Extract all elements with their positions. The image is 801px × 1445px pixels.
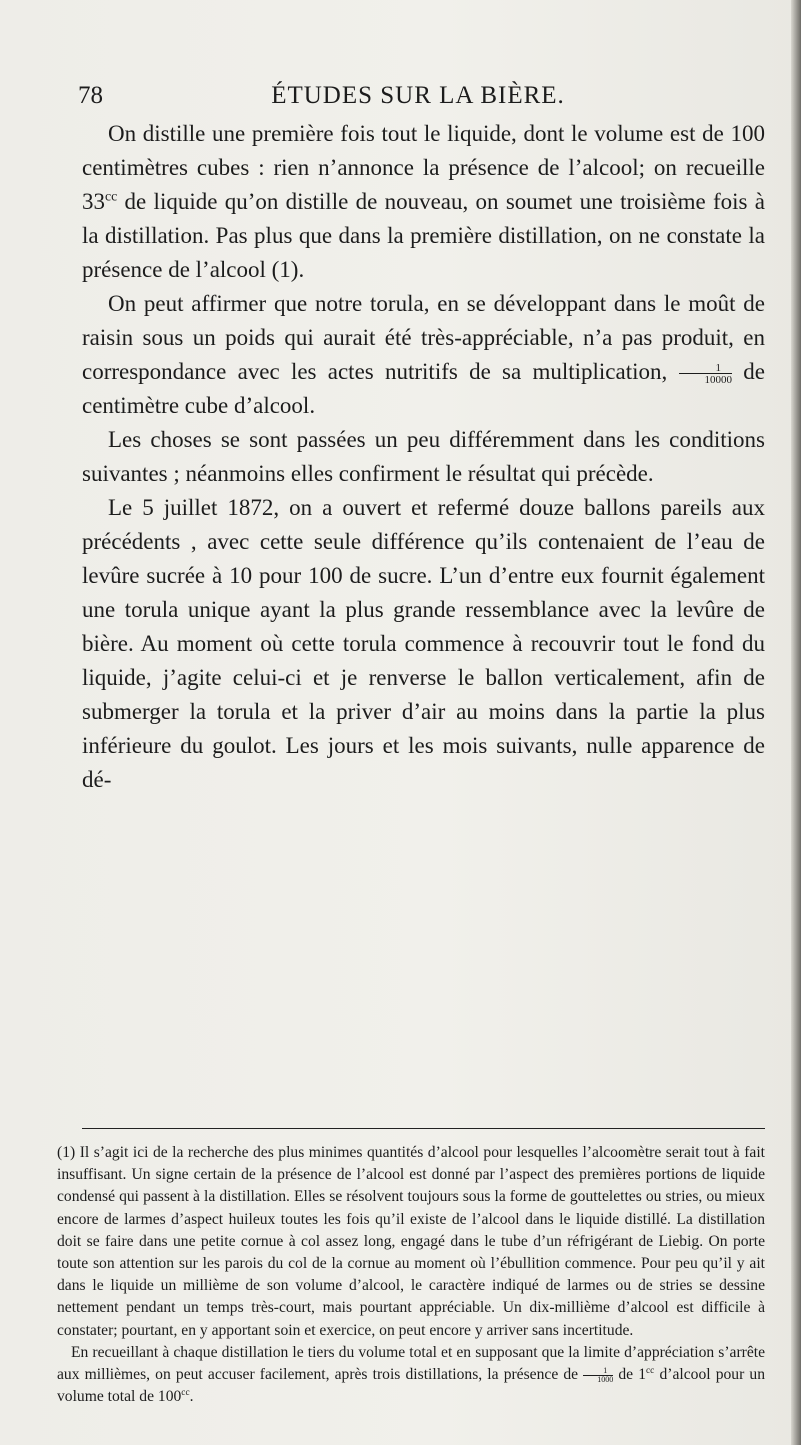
running-title: ÉTUDES SUR LA BIÈRE.	[271, 82, 565, 109]
fraction-numerator: 1	[715, 362, 722, 374]
fraction	[679, 363, 733, 385]
footnote-paragraph-2	[57, 1342, 765, 1409]
paragraph-1	[82, 117, 765, 287]
footnote-superscript-2: cc	[181, 1388, 190, 1399]
paragraph-2-text-a: On peut affirmer que notre torula, en se développant dans le moût de raisin sous un poids qui aurait été très-appréciable, n’a pas produit, en correspondance avec les actes nutritifs de sa multiplication,	[82, 291, 765, 384]
footnote-paragraph-1	[57, 1142, 765, 1342]
paragraph-4: Le 5 juillet 1872, on a ouvert et refermé douze ballons pareils aux précédents , avec cette seule différence qu’ils contenaient de l’eau de levûre sucrée à 10 pour 100 de sucre. L’un d’entre eux fournit également une torula unique ayant la plus grande ressemblance avec la levûre de bière. Au moment où cette torula commence à recouvrir tout le fond du liquide, j’agite celui-ci et je renverse le ballon verticalement, afin de submerger la torula et la priver d’air au moins dans la partie la plus inférieure du goulot. Les jours et les mois suivants, nulle apparence de dé-	[82, 495, 765, 792]
footnote-fraction	[583, 1367, 613, 1384]
unit-superscript: cc	[105, 188, 118, 204]
page-header	[72, 80, 764, 110]
paragraph-3: Les choses se sont passées un peu différemment dans les conditions suivantes ; néanmoins elles confirment le résultat qui précède.	[82, 427, 765, 486]
footnote-text-2b: de 1	[613, 1366, 647, 1384]
page-edge-shadow	[791, 0, 801, 1445]
main-text	[82, 117, 765, 797]
paragraph-2-text-b: de centimètre cube d’alcool.	[82, 359, 765, 418]
footnote-text-2d: .	[189, 1388, 194, 1406]
footnote-fraction-numerator: 1	[603, 1366, 608, 1376]
page-number: 78	[78, 82, 103, 109]
paragraph-2	[82, 287, 765, 423]
footnote	[57, 1142, 765, 1408]
paragraph-1-text-b: de liquide qu’on distille de nouveau, on soumet une troisième fois à la distillation. Pas plus que dans la première distillation, on ne constate la présence de l’alcool (1).	[82, 189, 765, 282]
footnote-divider	[82, 1128, 765, 1129]
footnote-superscript-1: cc	[646, 1365, 655, 1376]
footnote-text-2a: En recueillant à chaque distillation le tiers du volume total et en supposant que la limite d’appréciation s’arrête aux millièmes, on peut accuser facilement, après trois distillations, la présence de	[57, 1343, 765, 1384]
fraction-denominator: 10000	[679, 373, 733, 385]
footnote-text-1: Il s’agit ici de la recherche des plus minimes quantités d’alcool pour lesquelles l’alcoomètre serait tout à fait insuffisant. Un signe certain de la présence de l’alcool est donné par l’aspect des premières portions de liquide condensé qui passent à la distillation. Elles se résolvent toujours sous la forme de gouttelettes ou stries, ou mieux encore de larmes d’aspect huileux toutes les fois qu’il existe de l’alcool dans le liquide distillé. La distillation doit se faire dans une petite cornue à col assez long, engagé dans le tube d’un réfrigérant de Liebig. On porte toute son attention sur les parois du col de la cornue au moment où l’ébullition commence. Pour peu qu’il y ait dans le liquide un millième de son volume d’alcool, le caractère indiqué de larmes ou de stries se dessine nettement pendant un temps très-court, mais pourtant appréciable. Un dix-millième d’alcool est difficile à constater; pourtant, en y apportant soin et exercice, on peut encore y arriver sans incertitude.	[57, 1144, 765, 1339]
footnote-fraction-denominator: 1000	[583, 1375, 613, 1384]
footnote-marker: (1)	[57, 1144, 76, 1161]
footnote-text-2c: d’alcool pour un volume total de 100	[57, 1366, 766, 1406]
paragraph-1-text-a: On distille une première fois tout le liquide, dont le volume est de 100 centimètres cubes : rien n’annonce la présence de l’alcool; on recueille 33	[82, 121, 765, 214]
